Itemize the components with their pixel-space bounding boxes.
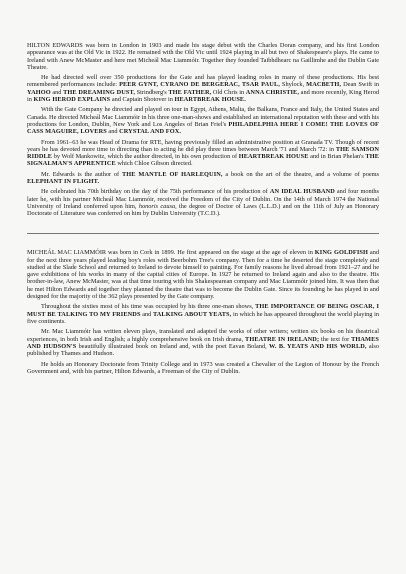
text: the text for [319,335,352,343]
play-title: YAHOO [27,88,51,96]
play-title: PHILADELPHIA HERE I COME! THE LOVES OF CASS MAGUIRE, LOVERS [27,120,379,136]
paragraph [27,74,379,103]
section-divider [27,233,379,235]
text: and for the next three years played leading boy's roles with Beerbohm Tree's company. Then for a time he deserted the stage completely and studied at the Slade School and returned to Ireland to devote himself to painting. For family reasons he lived abroad from 1921–27 and he gave exhibitions of his works in many of the capital cities of Europe. In 1927 he returned to Ireland again and also to the theatre. His brother-in-law, Anew McMaster, was at that time touring with his Shakespearean company and Mac Liammóir joined him. It was then that he met Hilton Edwards and together they planned the theatre that was to become the Dublin Gate. Since its founding he has played in and designed for the majority of the 362 plays presented by the Gate company. [27,249,379,300]
book-title: ELEPHANT IN FLIGHT. [27,178,100,185]
paragraph [27,106,379,135]
text: He holds an Honorary Doctorate from Trinity College and in 1973 was created a Chevalier of the Legion of Honour by the French Government and, with his partner, Hilton Edwards, a Freeman of the City of Dublin. [27,360,379,375]
book-title: W. B. YEATS AND HIS WORLD, [269,342,367,350]
text: also published by Thames and Hudson. [27,342,380,358]
text: in which he has appeared throughout the world playing in five continents. [27,310,379,325]
paragraph [27,361,379,376]
text: With the Gate Company he directed and played on tour in Egypt, Athens, Malta, the Balkans, France and Italy, the United States and Canada. He directed Micheál Mac Liammóir in his three one-man-shows and established an international reputation with these and with his productions for London, Dublin, New York and Los Angeles of Brian Friel's [27,106,379,128]
text: Dean Swift in [341,81,379,89]
text: and Captain Shotover in [110,95,175,103]
play-title: MACBETH, [306,81,342,89]
play-title: THE FATHER, [168,88,212,96]
latin-phrase: honoris causa, [138,202,177,210]
paragraph [27,303,379,325]
paragraph [27,171,379,186]
text: the degree of Doctor of Laws (L.L.D.) and on the 11th of July an Honorary Doctorate of Literature was conferred on him by Dublin University (T.C.D.). [27,202,379,218]
play-title: THE SIGNALMAN'S APPRENTICE [27,153,379,168]
text: He had directed well over 350 productions for the Gate and has played leading roles in many of these productions. His best remembered performances include: [27,74,379,89]
text: and [140,310,153,318]
text: He celebrated his 70th birthday on the day of the 75th performance of his production of [41,188,270,196]
book-title: THE MANTLE OF HARLEQUIN, [121,170,223,178]
play-title: HEARTBREAK HOUSE. [174,95,246,103]
text: Old Chris in [211,88,246,96]
paragraph [27,42,379,71]
play-title: KING HEROD EXPLAINS [33,95,111,103]
play-title: ANNA CHRISTIE, [245,88,300,96]
play-title: AN IDEAL HUSBAND [269,188,335,196]
book-title: THEATRE IN IRELAND; [245,335,320,343]
play-title: HEARTBREAK HOUSE [238,153,309,161]
mac-liammoir-bio [27,249,379,375]
play-title: THE SAMSON RIDDLE [27,145,379,161]
play-title: THE IMPORTANCE OF BEING OSCAR, I MUST BE TALKING TO MY FRIENDS [27,303,379,318]
publisher-name: THAMES AND HUDSON'S [27,335,379,350]
text: which Chloe Gibson directed. [115,160,193,168]
text: beautifully illustrated book on Ireland and, with the poet Eavan Boland, [76,342,270,350]
text: HILTON EDWARDS was born in London in 1903 and made his stage debut with the Charles Doran company, and his first London appearance was at the Old Vic in 1922. He remained with the Old Vic until 1924 playing in all but two of Shakespeare's plays. He came to Ireland with Anew McMaster and here met Micheál Mac Liammóir. Together they founded Taibhdhearc na Gaillimhe and the Dublin Gate Theatre. [27,42,379,71]
text: Throughout the sixties most of his time was occupied by his three one-man shows, [41,303,256,311]
text: and more recently, King Herod in [27,88,379,103]
text: MICHEÁL MAC LIAMMÓIR was born in Cork in 1899. He first appeared on the stage at the age of eleven in [27,249,315,257]
paragraph [27,139,379,168]
text: and four months later he, with his partner Micheál Mac Liammóir, received the Freedom of the City of Dublin. On the 14th of March 1974 the National University of Ireland conferred upon him, [27,188,380,210]
paragraph [27,188,379,217]
text: and [50,88,64,96]
play-title: PEER GYNT, CYRANO DE BERGERAC, TSAR PAUL, [119,81,280,89]
text: Mr. Mac Liammóir has written eleven plays, translated and adapted the works of other writers; written six books on his theatrical experiences, in both Irish and English; a highly comprehensive book on Irish drama, [27,328,379,343]
paragraph [27,328,379,357]
play-title: KING GOLDFISH [314,249,368,257]
text: Strindberg's [135,88,169,96]
play-title: CRYSTAL AND FOX. [119,128,182,136]
text: and [106,128,120,136]
paragraph [27,249,379,300]
hilton-edwards-bio [27,42,379,217]
text: Shylock, [279,81,307,89]
text: by Wolf Mankowitz, which the author directed, in his own production of [52,153,239,161]
text: and in Brian Phelan's [308,153,366,161]
text: Mr. Edwards is the author of [41,170,122,178]
text: a book on the art of the theatre, and a volume of poems [222,170,379,178]
text: From 1961–63 he was Head of Drama for RTE, having previously filled an administrative position at Granada TV. Though of recent years he has devoted more time to directing than to acting he did play three times between March '71 and March '72: in [27,138,379,153]
play-title: THE DREAMING DUST, [63,88,136,96]
play-title: TALKING ABOUT YEATS, [152,310,232,318]
